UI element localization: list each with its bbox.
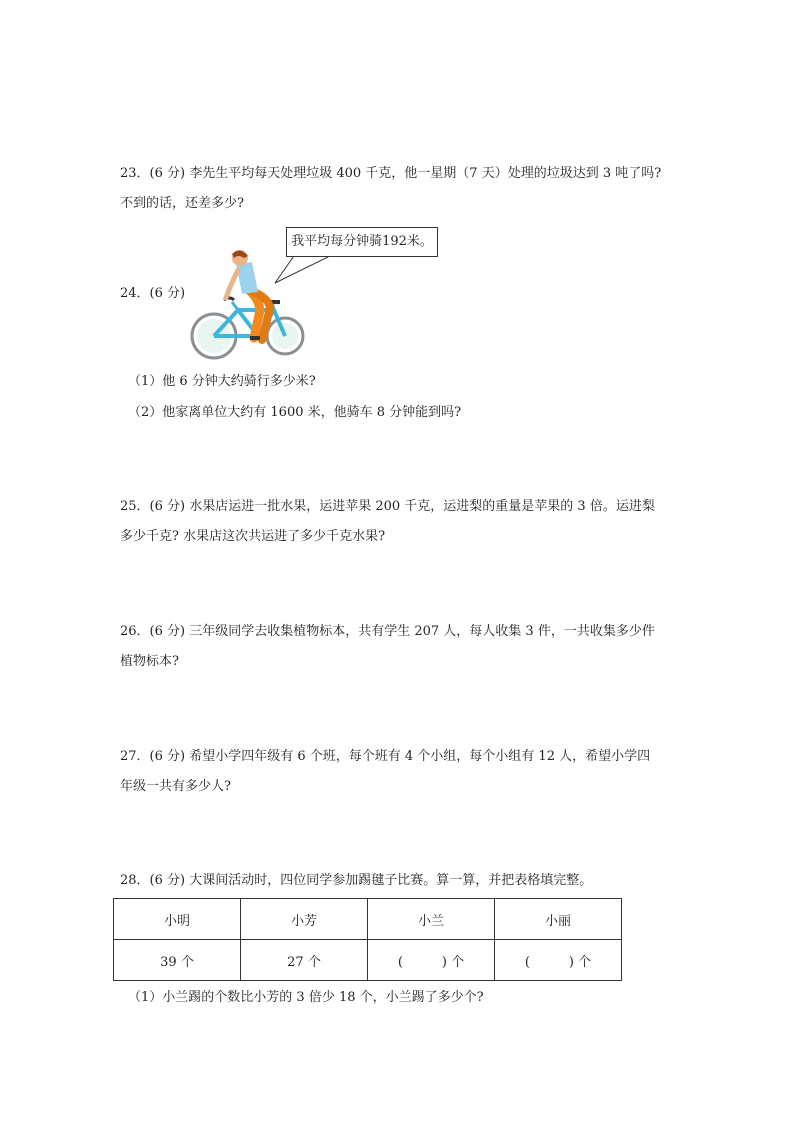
q27-line1: 27．(6 分) 希望小学四年级有 6 个班，每个班有 4 个小组，每个小组有 12 人，希望小学四 [120,749,651,764]
q25-line1: 25．(6 分) 水果店运进一批水果，运进苹果 200 千克，运进梨的重量是苹果的 3 倍。运进梨 [120,499,655,514]
q28-line1: 28．(6 分) 大课间活动时，四位同学参加踢毽子比赛。算一算，并把表格填完整。 [120,873,593,888]
speech-bubble: 我平均每分钟骑192米。 [286,227,438,257]
table-cell-blank[interactable]: ( ) 个 [368,940,495,981]
q24-sub1: （1）他 6 分钟大约骑行多少米? [128,374,316,389]
q24-label: 24．(6 分) [120,286,186,301]
table-header-cell: 小芳 [241,899,368,940]
table-cell: 39 个 [114,940,241,981]
table-cell-blank[interactable]: ( ) 个 [495,940,622,981]
table-header-cell: 小丽 [495,899,622,940]
kick-table [113,898,622,981]
table-row [114,940,622,981]
table-header-cell: 小兰 [368,899,495,940]
q28-sub1: （1）小兰踢的个数比小芳的 3 倍少 18 个，小兰踢了多少个? [128,990,484,1005]
q26-line2: 植物标本? [120,654,179,669]
q27-line2: 年级一共有多少人? [120,779,231,794]
table-cell: 27 个 [241,940,368,981]
table-header-row [114,899,622,940]
q26-line1: 26．(6 分) 三年级同学去收集植物标本，共有学生 207 人，每人收集 3 件，一共收集多少件 [120,624,655,639]
cyclist-illustration [188,250,308,360]
q23-line2: 不到的话，还差多少? [120,196,244,211]
q24-sub2: （2）他家离单位大约有 1600 米，他骑车 8 分钟能到吗? [128,405,462,420]
q23-line1: 23．(6 分) 李先生平均每天处理垃圾 400 千克，他一星期（7 天）处理的垃圾达到 3 吨了吗? [120,166,662,181]
table-header-cell: 小明 [114,899,241,940]
q25-line2: 多少千克? 水果店这次共运进了多少千克水果? [120,529,386,544]
